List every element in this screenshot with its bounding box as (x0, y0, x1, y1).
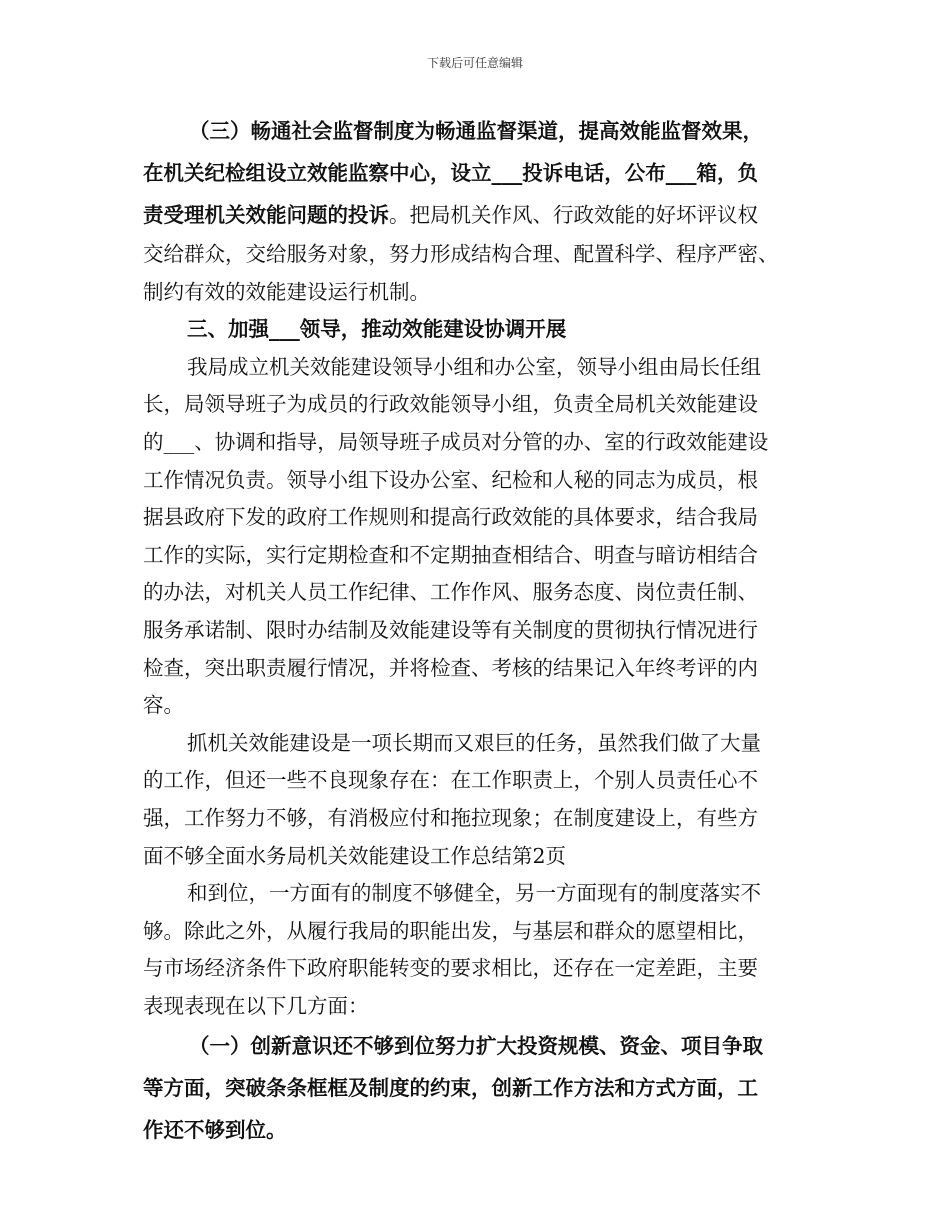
text-line: 等方面，突破条条框框及制度的约束，创新工作方法和方式方面，工 (143, 1076, 758, 1101)
text-line: 作还不够到位。 (143, 1118, 287, 1143)
text-line: （一）创新意识还不够到位努力扩大投资规模、资金、项目争取 (189, 1034, 763, 1059)
bold-phrase: 责受理机关效能问题的投诉 (143, 203, 389, 227)
text-line: 表现表现在以下几方面： (143, 993, 369, 1018)
document-body (143, 110, 813, 1151)
text-line: 与市场经济条件下政府职能转变的要求相比，还存在一定差距，主要 (143, 956, 758, 981)
text-line: 服务承诺制、限时办结制及效能建设等有关制度的贯彻执行情况进行 (143, 617, 758, 642)
text-line: 长，局领导班子为成员的行政效能领导小组，负责全局机关效能建设 (143, 392, 758, 417)
text-line: 工作情况负责。领导小组下设办公室、纪检和人秘的同志为成员，根 (143, 467, 758, 492)
normal-phrase: 。把局机关作风、行政效能的好坏评议权 (389, 203, 758, 227)
page-header: 下载后可任意编辑 (426, 56, 523, 70)
text-line: 的工作，但还一些不良现象存在：在工作职责上，个别人员责任心不 (143, 768, 758, 793)
text-line: 强，工作努力不够，有消极应付和拖拉现象；在制度建设上，有些方 (143, 805, 758, 830)
text-line: 的___、协调和指导，局领导班子成员对分管的办、室的行政效能建设 (143, 429, 769, 454)
text-line: 在机关纪检组设立效能监察中心，设立___投诉电话，公布___箱，负 (143, 161, 758, 185)
paragraph-shortcomings (143, 725, 813, 875)
text-line: 工作的实际，实行定期检查和不定期抽查相结合、明查与暗访相结合 (143, 542, 758, 567)
paragraph-innovation (143, 1025, 813, 1151)
text-line: 抓机关效能建设是一项长期而又艰巨的任务，虽然我们做了大量 (187, 730, 761, 755)
paragraph-gaps (143, 875, 813, 1025)
text-line (143, 194, 813, 236)
text-line: （三）畅通社会监督制度为畅通监督渠道，提高效能监督效果， (189, 119, 763, 143)
text-line: 检查，突出职责履行情况，并将检查、考核的结果记入年终考评的内 (143, 655, 758, 680)
paragraph-social-supervision (143, 110, 813, 311)
text-line: 和到位，一方面有的制度不够健全，另一方面现有的制度落实不 (187, 881, 761, 906)
text-line: 的办法，对机关人员工作纪律、工作作风、服务态度、岗位责任制、 (143, 580, 758, 605)
text-line: 我局成立机关效能建设领导小组和办公室，领导小组由局长任组 (187, 354, 761, 379)
text-line: 交给群众，交给服务对象，努力形成结构合理、配置科学、程序严密、 (143, 242, 779, 266)
section-heading: 三、加强___领导，推动效能建设协调开展 (187, 317, 567, 342)
text-line: 够。除此之外，从履行我局的职能出发，与基层和群众的愿望相比， (143, 918, 758, 943)
paragraph-leadership-group (143, 349, 813, 725)
text-line: 制约有效的效能建设运行机制。 (143, 279, 430, 304)
text-line: 面不够全面水务局机关效能建设工作总结第2页 (143, 843, 567, 868)
text-line: 据县政府下发的政府工作规则和提高行政效能的具体要求，结合我局 (143, 505, 758, 530)
text-line: 容。 (143, 693, 184, 718)
